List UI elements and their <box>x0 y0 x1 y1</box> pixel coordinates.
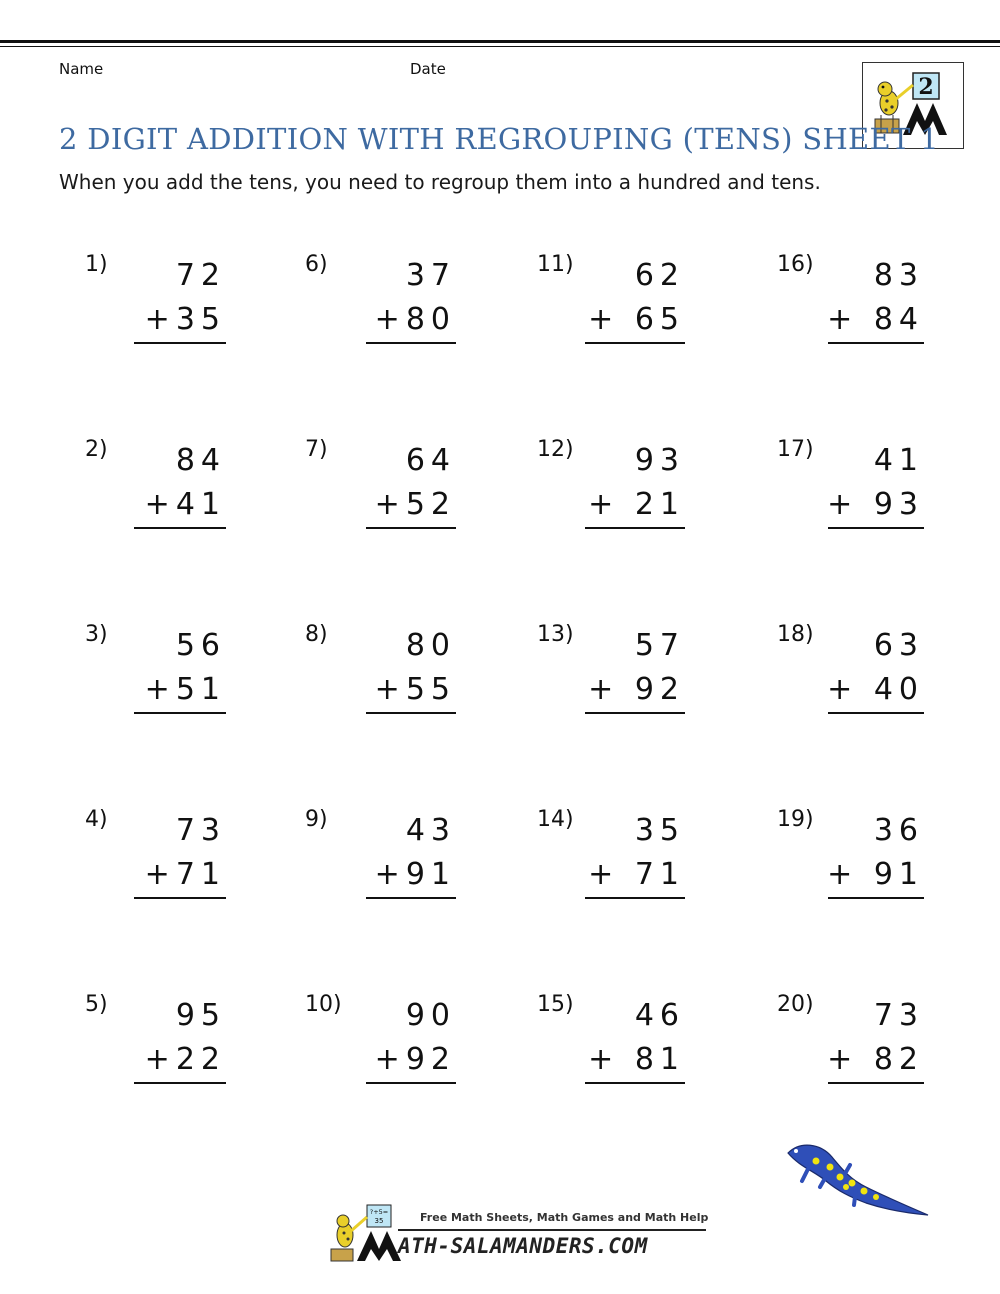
problem-11 <box>537 252 685 372</box>
instructions: When you add the tens, you need to regroup them into a hundred and tens. <box>59 170 821 194</box>
addend-top: 62 <box>634 258 685 293</box>
addend-top: 90 <box>405 998 456 1033</box>
problem-16 <box>777 252 924 372</box>
answer-line <box>134 712 226 714</box>
problem-number: 17) <box>777 437 814 462</box>
answer-line <box>828 342 924 344</box>
addend-bottom-line: + 92 <box>588 672 685 707</box>
problem-number: 20) <box>777 992 814 1017</box>
answer-line <box>134 1082 226 1084</box>
addend-bottom-line: +51 <box>144 672 226 707</box>
answer-line <box>134 527 226 529</box>
footer-rule <box>398 1229 706 1231</box>
grade-number: 2 <box>918 74 934 100</box>
addend-bottom-line: + 21 <box>588 487 685 522</box>
problem-number: 13) <box>537 622 574 647</box>
answer-line <box>366 527 456 529</box>
addend-top: 46 <box>634 998 685 1033</box>
answer-line <box>134 897 226 899</box>
answer-line <box>134 342 226 344</box>
problem-10 <box>305 992 456 1112</box>
addend-top: 57 <box>634 628 685 663</box>
answer-line <box>828 527 924 529</box>
answer-line <box>585 712 685 714</box>
addend-top: 72 <box>175 258 226 293</box>
addend-top: 43 <box>405 813 456 848</box>
svg-text:?+5=: ?+5= <box>369 1208 389 1216</box>
problem-20 <box>777 992 924 1112</box>
addend-top: 73 <box>873 998 924 1033</box>
problem-number: 16) <box>777 252 814 277</box>
problem-17 <box>777 437 924 557</box>
addend-bottom-line: +92 <box>374 1042 456 1077</box>
addend-bottom-line: + 93 <box>827 487 924 522</box>
addend-bottom-line: + 65 <box>588 302 685 337</box>
problem-number: 14) <box>537 807 574 832</box>
answer-line <box>585 1082 685 1084</box>
addend-top: 37 <box>405 258 456 293</box>
problem-number: 4) <box>85 807 108 832</box>
problem-13 <box>537 622 685 742</box>
problem-5 <box>85 992 226 1112</box>
problem-12 <box>537 437 685 557</box>
problem-number: 9) <box>305 807 328 832</box>
addend-top: 80 <box>405 628 456 663</box>
addend-top: 41 <box>873 443 924 478</box>
answer-line <box>366 1082 456 1084</box>
addend-bottom-line: + 71 <box>588 857 685 892</box>
date-label: Date <box>410 60 446 78</box>
problem-number: 7) <box>305 437 328 462</box>
problem-18 <box>777 622 924 742</box>
page-title: 2 DIGIT ADDITION WITH REGROUPING (TENS) SHEET 1 <box>59 122 939 156</box>
addend-bottom-line: +55 <box>374 672 456 707</box>
addend-bottom-line: +35 <box>144 302 226 337</box>
problem-8 <box>305 622 456 742</box>
addend-bottom-line: + 84 <box>827 302 924 337</box>
problem-number: 19) <box>777 807 814 832</box>
top-rule <box>0 40 1000 43</box>
addend-bottom-line: +22 <box>144 1042 226 1077</box>
problem-6 <box>305 252 456 372</box>
addend-top: 73 <box>175 813 226 848</box>
problem-14 <box>537 807 685 927</box>
site-logo-icon <box>327 1203 402 1265</box>
problem-number: 10) <box>305 992 342 1017</box>
problem-number: 3) <box>85 622 108 647</box>
top-rule-thin <box>0 46 1000 47</box>
problem-3 <box>85 622 226 742</box>
answer-line <box>585 342 685 344</box>
addend-bottom-line: +91 <box>374 857 456 892</box>
answer-line <box>366 342 456 344</box>
problem-number: 15) <box>537 992 574 1017</box>
problem-15 <box>537 992 685 1112</box>
problem-number: 12) <box>537 437 574 462</box>
problem-number: 5) <box>85 992 108 1017</box>
addend-bottom-line: +52 <box>374 487 456 522</box>
addend-bottom-line: + 91 <box>827 857 924 892</box>
problem-7 <box>305 437 456 557</box>
problem-19 <box>777 807 924 927</box>
answer-line <box>585 527 685 529</box>
problem-number: 1) <box>85 252 108 277</box>
problem-number: 18) <box>777 622 814 647</box>
salamander-icon <box>780 1135 935 1230</box>
svg-text:35: 35 <box>374 1217 384 1225</box>
addend-bottom-line: +41 <box>144 487 226 522</box>
problem-number: 2) <box>85 437 108 462</box>
addend-top: 64 <box>405 443 456 478</box>
problem-9 <box>305 807 456 927</box>
addend-top: 56 <box>175 628 226 663</box>
addend-top: 95 <box>175 998 226 1033</box>
answer-line <box>366 897 456 899</box>
addend-bottom-line: +71 <box>144 857 226 892</box>
problem-number: 6) <box>305 252 328 277</box>
problem-number: 11) <box>537 252 574 277</box>
footer-brand: ATH-SALAMANDERS.COM <box>398 1234 648 1258</box>
footer-tagline: Free Math Sheets, Math Games and Math Help <box>420 1211 709 1224</box>
problem-number: 8) <box>305 622 328 647</box>
answer-line <box>828 712 924 714</box>
problem-2 <box>85 437 226 557</box>
addend-top: 36 <box>873 813 924 848</box>
answer-line <box>828 897 924 899</box>
addend-top: 35 <box>634 813 685 848</box>
addend-bottom-line: +80 <box>374 302 456 337</box>
addend-bottom-line: + 81 <box>588 1042 685 1077</box>
addend-top: 83 <box>873 258 924 293</box>
answer-line <box>828 1082 924 1084</box>
addend-bottom-line: + 40 <box>827 672 924 707</box>
addend-top: 93 <box>634 443 685 478</box>
addend-top: 63 <box>873 628 924 663</box>
addend-top: 84 <box>175 443 226 478</box>
answer-line <box>585 897 685 899</box>
answer-line <box>366 712 456 714</box>
problem-4 <box>85 807 226 927</box>
name-label: Name <box>59 60 104 78</box>
problem-1 <box>85 252 226 372</box>
addend-bottom-line: + 82 <box>827 1042 924 1077</box>
